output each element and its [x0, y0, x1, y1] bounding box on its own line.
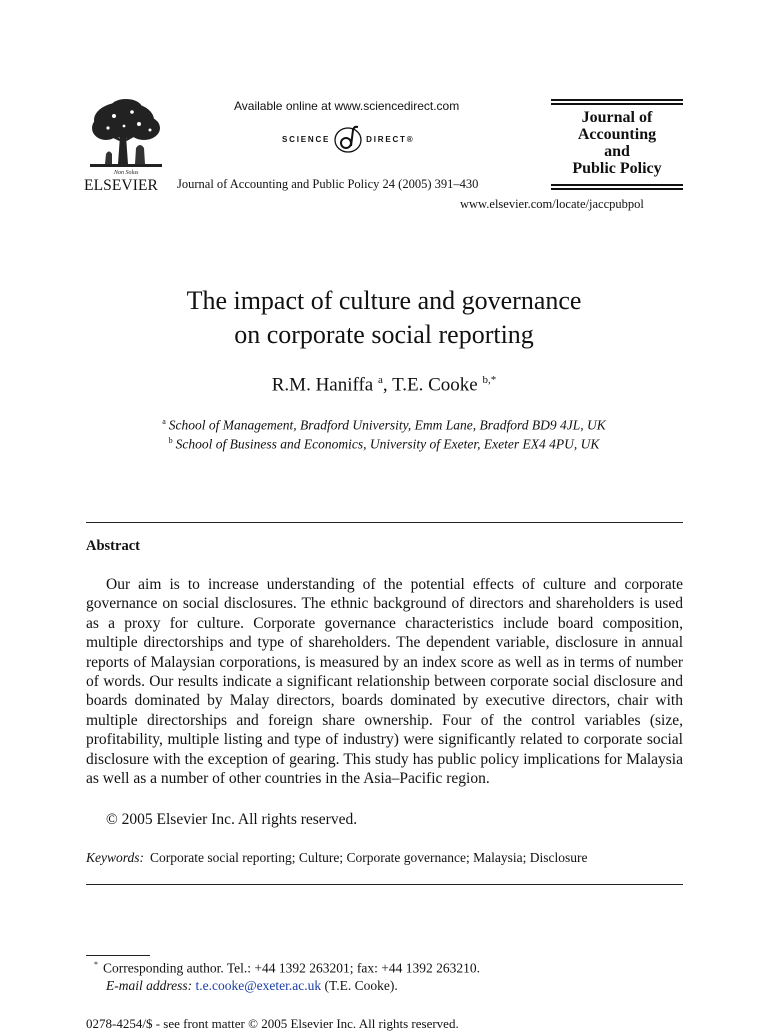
author-affiliation-mark: a [378, 374, 383, 386]
journal-url-link[interactable]: www.elsevier.com/locate/jaccpubpol [460, 197, 644, 211]
copyright-notice: © 2005 Elsevier Inc. All rights reserved. [106, 811, 358, 828]
footnote-corresponding [94, 960, 480, 977]
abstract-paragraph: Our aim is to increase understanding of the potential effects of culture and corporate governance on social disclosures. The ethnic background of directors and shareholders is used as a proxy for culture. Corporate governance characteristics include board composition, multiple directorships and type of shareholders. The dependent variable, disclosure in annual reports of Malaysian corporations, is measured by an index score as well as in terms of number of words. Our results indicate a significant relationship between corporate social disclosure and boards dominated by Malay directors, boards dominated by executive directors, chair with multiple directorships and foreign share ownership. Four of the control variables (size, profitability, multiple listing and type of industry) were significantly related to corporate social disclosure with the exception of gearing. This study has public policy implications for Malaysia as well as a number of other countries in the Asia–Pacific region. [86, 576, 683, 788]
affiliation [84, 417, 684, 434]
author-name: R.M. Haniffa [271, 374, 374, 396]
keywords-line [86, 850, 588, 866]
journal-title-line: Journal of [581, 109, 653, 126]
keywords-label: Keywords: [86, 850, 144, 865]
affiliation [84, 436, 684, 453]
affiliation-text: School of Business and Economics, University of Exeter, Exeter EX4 4PU, UK [175, 436, 600, 452]
footnote-email [106, 978, 398, 994]
sciencedirect-left-word: SCIENCE [282, 134, 331, 144]
available-online-text: Available online at www.sciencedirect.com [234, 99, 460, 113]
article-title-line-2: on corporate social reporting [234, 320, 534, 349]
elsevier-tree-logo [84, 98, 174, 180]
author-affiliation-mark: b,* [482, 374, 497, 386]
author-name: T.E. Cooke [392, 374, 478, 396]
sciencedirect-d-icon [332, 124, 364, 154]
affiliation-mark: a [162, 417, 166, 426]
affiliation-mark: b [168, 436, 173, 445]
author-list: R.M. Haniffa $^a$, T.E. Cooke $^{b,*}$ [271, 374, 497, 396]
publisher-name: ELSEVIER [84, 177, 158, 194]
footnote-divider [86, 955, 150, 956]
affiliation-text: School of Management, Bradford University, Emm Lane, Bradford BD9 4JL, UK [168, 417, 606, 433]
sciencedirect-logo [282, 124, 414, 154]
email-label: E-mail address: [106, 978, 193, 993]
front-matter-line: 0278-4254/$ - see front matter © 2005 Elsevier Inc. All rights reserved. [86, 1016, 459, 1031]
abstract-heading: Abstract [86, 538, 140, 554]
email-link[interactable]: t.e.cooke@exeter.ac.uk [195, 978, 322, 993]
journal-masthead [551, 99, 683, 189]
journal-title-line: and [604, 143, 630, 160]
journal-title-line: Accounting [577, 126, 657, 143]
journal-title [551, 109, 683, 177]
svg-text:Non Solus: Non Solus [114, 170, 139, 176]
footnote-mark: * [94, 960, 98, 969]
keywords-text: Corporate social reporting; Culture; Corporate governance; Malaysia; Disclosure [150, 850, 588, 865]
abstract-body [86, 575, 683, 788]
sciencedirect-right-word: DIRECT® [366, 134, 415, 144]
email-suffix: (T.E. Cooke). [324, 978, 398, 993]
article-title-line-1: The impact of culture and governance [186, 286, 582, 315]
journal-title-line: Public Policy [572, 160, 662, 177]
divider [86, 884, 683, 885]
corresponding-author-text: Corresponding author. Tel.: +44 1392 263201; fax: +44 1392 263210. [103, 960, 481, 976]
journal-citation: Journal of Accounting and Public Policy 24 (2005) 391–430 [177, 177, 479, 191]
divider [86, 522, 683, 523]
